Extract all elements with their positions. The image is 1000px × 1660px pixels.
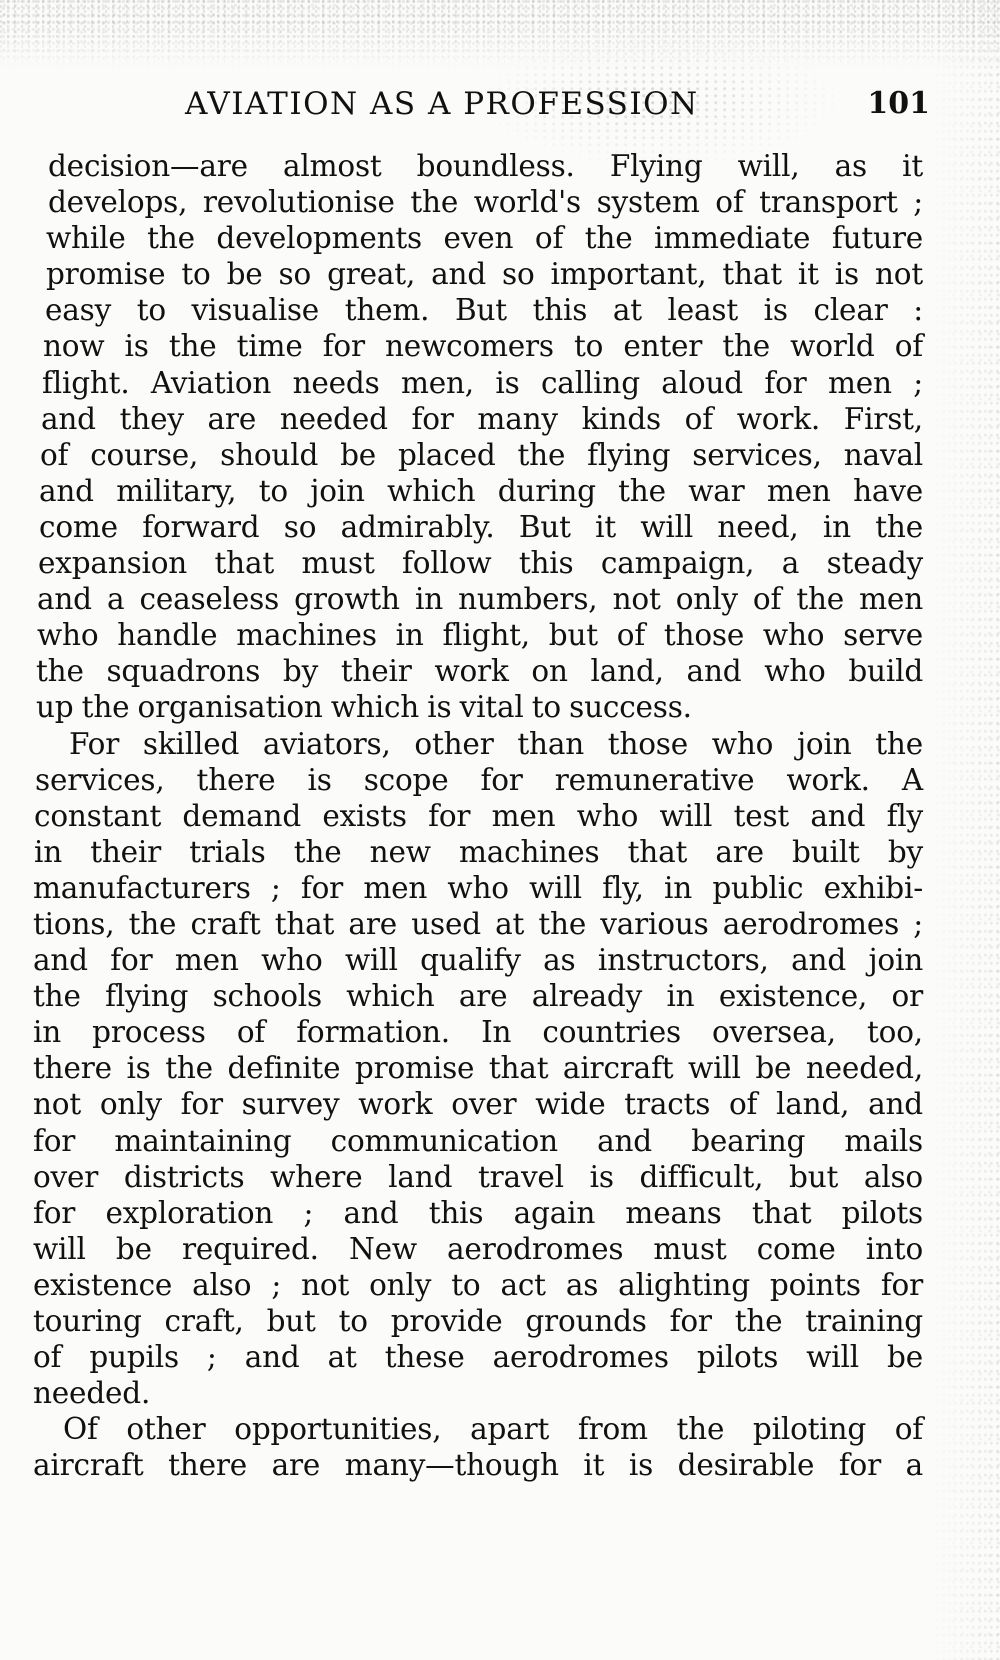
text-line: of course, should be placed the flying services, naval: [40, 437, 923, 472]
text-line: flight. Aviation needs men, is calling aloud for men ;: [42, 365, 923, 400]
text-line: and military, to join which during the war men have: [39, 473, 923, 508]
page-number: 101: [867, 86, 930, 121]
text-line: touring craft, but to provide grounds for the training: [33, 1304, 923, 1338]
text-line: develops, revolutionise the world's system of transport ;: [48, 185, 923, 220]
text-line: will be required. New aerodromes must come into: [33, 1231, 923, 1266]
text-line: decision—are almost boundless. Flying will, as it: [48, 149, 923, 183]
text-line: easy to visualise them. But this at least is clear :: [45, 293, 923, 328]
text-line: while the developments even of the immediate future: [46, 221, 923, 256]
body-text: [33, 148, 923, 1483]
running-title: AVIATION AS A PROFESSION: [185, 86, 699, 122]
text-line: promise to be so great, and so important, that it is not: [46, 257, 923, 292]
paragraph: [33, 1411, 923, 1483]
text-line: constant demand exists for men who will test and fly: [34, 798, 923, 833]
paragraph: [33, 726, 923, 1412]
text-line: tions, the craft that are used at the various aerodromes ;: [33, 906, 923, 941]
text-line: in their trials the new machines that are built by: [34, 834, 923, 869]
text-line: and they are needed for many kinds of work. First,: [41, 401, 923, 436]
text-line: for maintaining communication and bearing mails: [33, 1123, 923, 1158]
text-line: over districts where land travel is difficult, but also: [33, 1159, 923, 1194]
text-line: of pupils ; and at these aerodromes pilots will be: [33, 1340, 923, 1375]
text-line: not only for survey work over wide tracts of land, and: [33, 1087, 923, 1122]
text-line: and for men who will qualify as instructors, and join: [33, 943, 923, 978]
running-head: [185, 84, 930, 124]
text-line: manufacturers ; for men who will fly, in public exhibi-: [33, 870, 923, 905]
text-line: the squadrons by their work on land, and who build: [36, 654, 923, 689]
text-line: expansion that must follow this campaign, a steady: [38, 546, 923, 581]
text-line: up the organisation which is vital to success.: [36, 690, 692, 725]
text-line: come forward so admirably. But it will need, in the: [39, 509, 923, 544]
text-line: who handle machines in flight, but of those who serve: [37, 618, 923, 653]
text-line: and a ceaseless growth in numbers, not only of the men: [37, 582, 923, 617]
text-line: the flying schools which are already in existence, or: [33, 979, 923, 1014]
paragraph: [33, 148, 923, 726]
text-line: there is the definite promise that aircraft will be needed,: [33, 1051, 923, 1086]
text-line: services, there is scope for remunerative work. A: [35, 762, 923, 797]
text-line: existence also ; not only to act as alighting points for: [33, 1267, 923, 1302]
text-line: needed.: [33, 1376, 151, 1411]
page-edge-speckle-right: [930, 0, 1000, 1660]
text-line: now is the time for newcomers to enter the world of: [43, 329, 923, 364]
text-line: aircraft there are many—though it is desirable for a: [33, 1448, 923, 1483]
text-line: Of other opportunities, apart from the piloting of: [63, 1412, 923, 1447]
text-line: For skilled aviators, other than those who join the: [69, 726, 923, 761]
text-line: for exploration ; and this again means that pilots: [33, 1195, 923, 1230]
text-line: in process of formation. In countries oversea, too,: [33, 1015, 923, 1050]
